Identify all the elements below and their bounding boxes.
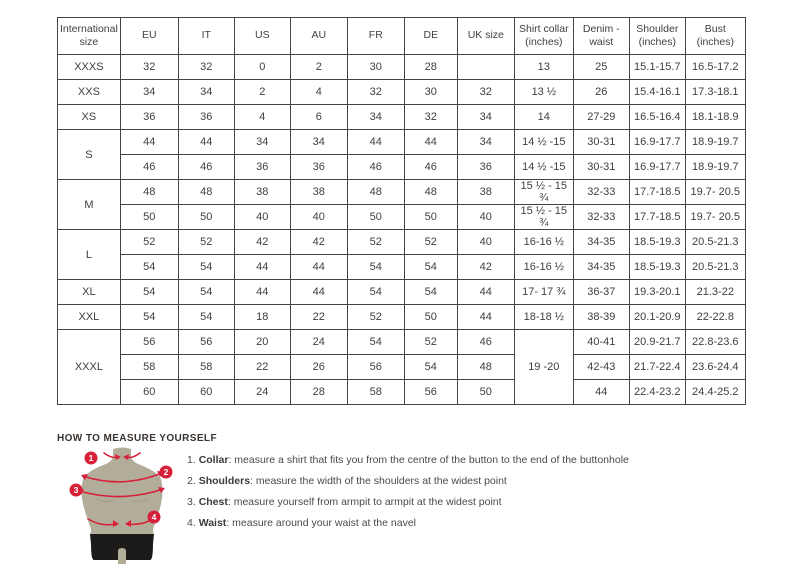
table-cell: 32 bbox=[457, 80, 514, 105]
table-cell: 13 bbox=[514, 55, 573, 80]
table-cell: 36 bbox=[178, 105, 234, 130]
marker-3-number: 3 bbox=[73, 485, 79, 495]
table-cell: 38 bbox=[457, 180, 514, 205]
column-header: Shirt collar (inches) bbox=[514, 18, 573, 55]
table-cell: 18.9-19.7 bbox=[685, 130, 745, 155]
table-cell: 56 bbox=[178, 330, 234, 355]
table-cell: 44 bbox=[120, 130, 178, 155]
table-cell: 54 bbox=[404, 280, 457, 305]
table-cell: 20.1-20.9 bbox=[629, 305, 685, 330]
table-cell: 24.4-25.2 bbox=[685, 380, 745, 405]
table-cell: 17.7-18.5 bbox=[629, 180, 685, 205]
table-cell: 27-29 bbox=[573, 105, 629, 130]
table-cell: 16.5-17.2 bbox=[685, 55, 745, 80]
table-cell: 18 bbox=[234, 305, 290, 330]
size-chart-table bbox=[57, 17, 746, 405]
table-cell: 46 bbox=[457, 330, 514, 355]
table-cell: 48 bbox=[457, 355, 514, 380]
item-text: : measure the width of the shoulders at the widest point bbox=[250, 475, 507, 487]
table-cell: 24 bbox=[290, 330, 347, 355]
table-cell: 32 bbox=[347, 80, 404, 105]
table-cell: 19.7- 20.5 bbox=[685, 180, 745, 205]
column-header: US bbox=[234, 18, 290, 55]
table-cell: 4 bbox=[290, 80, 347, 105]
table-cell: 44 bbox=[347, 130, 404, 155]
table-cell: 60 bbox=[120, 380, 178, 405]
table-cell: 40 bbox=[290, 205, 347, 230]
table-row bbox=[58, 230, 746, 255]
stand-tab bbox=[118, 546, 126, 564]
table-cell: 16-16 ½ bbox=[514, 255, 573, 280]
table-cell: 50 bbox=[404, 205, 457, 230]
table-cell: 48 bbox=[178, 180, 234, 205]
table-cell: 15.4-16.1 bbox=[629, 80, 685, 105]
table-cell: 54 bbox=[404, 255, 457, 280]
table-cell: 30 bbox=[404, 80, 457, 105]
table-cell: 30 bbox=[347, 55, 404, 80]
table-cell: 42 bbox=[290, 230, 347, 255]
item-text: : measure a shirt that fits you from the centre of the button to the end of the buttonhole bbox=[228, 454, 629, 466]
table-cell: 50 bbox=[347, 205, 404, 230]
table-cell: 24 bbox=[234, 380, 290, 405]
table-cell: 60 bbox=[178, 380, 234, 405]
table-row bbox=[58, 355, 746, 380]
table-cell: 42-43 bbox=[573, 355, 629, 380]
table-cell: 22 bbox=[290, 305, 347, 330]
table-row bbox=[58, 180, 746, 205]
table-cell: 44 bbox=[457, 305, 514, 330]
table-cell: 44 bbox=[234, 280, 290, 305]
table-cell: 18.5-19.3 bbox=[629, 255, 685, 280]
table-cell: 44 bbox=[290, 280, 347, 305]
measure-item-waist bbox=[187, 513, 629, 534]
table-cell: 17.7-18.5 bbox=[629, 205, 685, 230]
table-cell: 25 bbox=[573, 55, 629, 80]
table-cell: 52 bbox=[347, 305, 404, 330]
table-cell: 36 bbox=[290, 155, 347, 180]
table-cell: 26 bbox=[290, 355, 347, 380]
column-header: Shoulder (inches) bbox=[629, 18, 685, 55]
table-cell: XXS bbox=[58, 80, 121, 105]
table-cell: 44 bbox=[234, 255, 290, 280]
table-cell: 34-35 bbox=[573, 255, 629, 280]
table-cell: 34 bbox=[178, 80, 234, 105]
table-cell: 48 bbox=[404, 180, 457, 205]
table-row bbox=[58, 155, 746, 180]
column-header: DE bbox=[404, 18, 457, 55]
item-label: Shoulders bbox=[198, 475, 251, 487]
item-text: : measure yourself from armpit to armpit at the widest point bbox=[227, 496, 502, 508]
table-cell: 17.3-18.1 bbox=[685, 80, 745, 105]
mannequin-figure bbox=[57, 446, 187, 566]
table-cell: 56 bbox=[347, 355, 404, 380]
table-cell: 4 bbox=[234, 105, 290, 130]
table-cell: M bbox=[58, 180, 121, 230]
table-cell: 54 bbox=[120, 305, 178, 330]
table-cell: L bbox=[58, 230, 121, 280]
table-cell: 34 bbox=[120, 80, 178, 105]
table-cell: 54 bbox=[178, 305, 234, 330]
table-cell: 48 bbox=[120, 180, 178, 205]
table-cell: 52 bbox=[178, 230, 234, 255]
marker-1-number: 1 bbox=[88, 453, 94, 463]
table-cell: 32 bbox=[404, 105, 457, 130]
table-row bbox=[58, 205, 746, 230]
table-cell: 36 bbox=[457, 155, 514, 180]
table-cell: 44 bbox=[404, 130, 457, 155]
table-cell: 34 bbox=[290, 130, 347, 155]
table-cell: 32-33 bbox=[573, 180, 629, 205]
table-cell: 16.5-16.4 bbox=[629, 105, 685, 130]
mannequin-illustration bbox=[57, 446, 187, 566]
table-cell: 56 bbox=[404, 380, 457, 405]
table-cell: 34 bbox=[347, 105, 404, 130]
size-table-body bbox=[58, 55, 746, 405]
table-cell: 36 bbox=[120, 105, 178, 130]
table-row bbox=[58, 105, 746, 130]
table-cell: 54 bbox=[347, 255, 404, 280]
measure-item-shoulders bbox=[187, 471, 629, 492]
table-cell: XXL bbox=[58, 305, 121, 330]
table-cell: 36 bbox=[234, 155, 290, 180]
measure-instructions-list bbox=[187, 446, 629, 534]
table-cell: 44 bbox=[457, 280, 514, 305]
table-cell: 52 bbox=[347, 230, 404, 255]
table-cell: 46 bbox=[178, 155, 234, 180]
table-cell: 17- 17 ¾ bbox=[514, 280, 573, 305]
table-cell: 40-41 bbox=[573, 330, 629, 355]
table-cell: 42 bbox=[234, 230, 290, 255]
table-row bbox=[58, 330, 746, 355]
table-cell: 0 bbox=[234, 55, 290, 80]
table-cell: 14 bbox=[514, 105, 573, 130]
table-cell: 52 bbox=[120, 230, 178, 255]
table-cell: 46 bbox=[404, 155, 457, 180]
marker-2-number: 2 bbox=[163, 467, 169, 477]
table-row bbox=[58, 255, 746, 280]
table-cell: 54 bbox=[404, 355, 457, 380]
how-to-measure-heading: HOW TO MEASURE YOURSELF bbox=[57, 433, 217, 444]
measure-row bbox=[57, 446, 787, 566]
table-row bbox=[58, 380, 746, 405]
table-cell: 38-39 bbox=[573, 305, 629, 330]
column-header: Denim - waist bbox=[573, 18, 629, 55]
table-cell: 18.1-18.9 bbox=[685, 105, 745, 130]
table-cell: 40 bbox=[457, 230, 514, 255]
measure-item-chest bbox=[187, 492, 629, 513]
table-cell: 40 bbox=[457, 205, 514, 230]
table-cell: 50 bbox=[404, 305, 457, 330]
item-number: 3. bbox=[187, 496, 196, 508]
table-cell: 50 bbox=[457, 380, 514, 405]
table-cell: 22-22.8 bbox=[685, 305, 745, 330]
item-label: Waist bbox=[198, 517, 227, 529]
table-cell: 2 bbox=[290, 55, 347, 80]
table-cell: 14 ½ -15 bbox=[514, 155, 573, 180]
table-cell: 21.3-22 bbox=[685, 280, 745, 305]
size-table-head bbox=[58, 18, 746, 55]
table-cell: 16-16 ½ bbox=[514, 230, 573, 255]
table-cell: 34-35 bbox=[573, 230, 629, 255]
item-label: Chest bbox=[198, 496, 228, 508]
item-number: 2. bbox=[187, 475, 196, 487]
table-cell: 54 bbox=[347, 280, 404, 305]
item-label: Collar bbox=[198, 454, 229, 466]
table-cell: 34 bbox=[234, 130, 290, 155]
table-cell: 2 bbox=[234, 80, 290, 105]
item-number: 1. bbox=[187, 454, 196, 466]
table-header-row bbox=[58, 18, 746, 55]
table-cell: 40 bbox=[234, 205, 290, 230]
table-cell: XS bbox=[58, 105, 121, 130]
table-cell: 15.1-15.7 bbox=[629, 55, 685, 80]
table-cell: XXXS bbox=[58, 55, 121, 80]
table-cell: 58 bbox=[178, 355, 234, 380]
table-cell: 28 bbox=[290, 380, 347, 405]
table-cell: 54 bbox=[178, 255, 234, 280]
table-cell: 19.3-20.1 bbox=[629, 280, 685, 305]
table-cell: 18.9-19.7 bbox=[685, 155, 745, 180]
table-cell: 30-31 bbox=[573, 130, 629, 155]
table-cell: 22.4-23.2 bbox=[629, 380, 685, 405]
table-cell: 58 bbox=[347, 380, 404, 405]
table-cell: 46 bbox=[347, 155, 404, 180]
table-cell: 52 bbox=[404, 230, 457, 255]
column-header: EU bbox=[120, 18, 178, 55]
table-cell: 48 bbox=[347, 180, 404, 205]
table-cell: 28 bbox=[404, 55, 457, 80]
table-cell: 22 bbox=[234, 355, 290, 380]
table-row bbox=[58, 305, 746, 330]
table-cell: 54 bbox=[347, 330, 404, 355]
table-cell: 46 bbox=[120, 155, 178, 180]
table-cell: 20.5-21.3 bbox=[685, 255, 745, 280]
table-row bbox=[58, 55, 746, 80]
table-cell: 54 bbox=[120, 280, 178, 305]
table-cell: 18.5-19.3 bbox=[629, 230, 685, 255]
table-cell: 34 bbox=[457, 130, 514, 155]
table-cell: 19 -20 bbox=[514, 330, 573, 405]
how-to-measure-section bbox=[57, 433, 787, 566]
column-header: International size bbox=[58, 18, 121, 55]
table-cell: 22.8-23.6 bbox=[685, 330, 745, 355]
table-cell: 20 bbox=[234, 330, 290, 355]
table-cell: 36-37 bbox=[573, 280, 629, 305]
table-cell: 14 ½ -15 bbox=[514, 130, 573, 155]
table-cell: 54 bbox=[120, 255, 178, 280]
table-cell: 15 ½ - 15 ¾ bbox=[514, 180, 573, 205]
table-cell: XXXL bbox=[58, 330, 121, 405]
table-cell: 56 bbox=[120, 330, 178, 355]
table-cell: 50 bbox=[120, 205, 178, 230]
table-cell: 58 bbox=[120, 355, 178, 380]
table-cell: 44 bbox=[290, 255, 347, 280]
table-cell: 32 bbox=[120, 55, 178, 80]
table-cell: 42 bbox=[457, 255, 514, 280]
table-cell: 16.9-17.7 bbox=[629, 130, 685, 155]
table-cell: 18-18 ½ bbox=[514, 305, 573, 330]
table-cell: 32 bbox=[178, 55, 234, 80]
table-cell: 13 ½ bbox=[514, 80, 573, 105]
table-cell: 38 bbox=[234, 180, 290, 205]
table-row bbox=[58, 80, 746, 105]
table-cell: 26 bbox=[573, 80, 629, 105]
table-cell bbox=[457, 55, 514, 80]
table-cell: 52 bbox=[404, 330, 457, 355]
column-header: AU bbox=[290, 18, 347, 55]
table-cell: 20.9-21.7 bbox=[629, 330, 685, 355]
table-cell: 44 bbox=[573, 380, 629, 405]
table-cell: 21.7-22.4 bbox=[629, 355, 685, 380]
table-cell: S bbox=[58, 130, 121, 180]
table-cell: 20.5-21.3 bbox=[685, 230, 745, 255]
table-cell: 23.6-24.4 bbox=[685, 355, 745, 380]
table-row bbox=[58, 280, 746, 305]
table-cell: 6 bbox=[290, 105, 347, 130]
table-cell: 32-33 bbox=[573, 205, 629, 230]
measure-item-collar bbox=[187, 450, 629, 471]
table-cell: 44 bbox=[178, 130, 234, 155]
table-cell: 19.7- 20.5 bbox=[685, 205, 745, 230]
table-cell: 30-31 bbox=[573, 155, 629, 180]
marker-4-number: 4 bbox=[151, 512, 157, 522]
table-cell: 15 ½ - 15 ¾ bbox=[514, 205, 573, 230]
item-text: : measure around your waist at the navel bbox=[226, 517, 416, 529]
table-row bbox=[58, 130, 746, 155]
table-cell: 34 bbox=[457, 105, 514, 130]
column-header: Bust (inches) bbox=[685, 18, 745, 55]
column-header: IT bbox=[178, 18, 234, 55]
column-header: FR bbox=[347, 18, 404, 55]
column-header: UK size bbox=[457, 18, 514, 55]
table-cell: 54 bbox=[178, 280, 234, 305]
item-number: 4. bbox=[187, 517, 196, 529]
table-cell: 16.9-17.7 bbox=[629, 155, 685, 180]
table-cell: 38 bbox=[290, 180, 347, 205]
table-cell: XL bbox=[58, 280, 121, 305]
table-cell: 50 bbox=[178, 205, 234, 230]
